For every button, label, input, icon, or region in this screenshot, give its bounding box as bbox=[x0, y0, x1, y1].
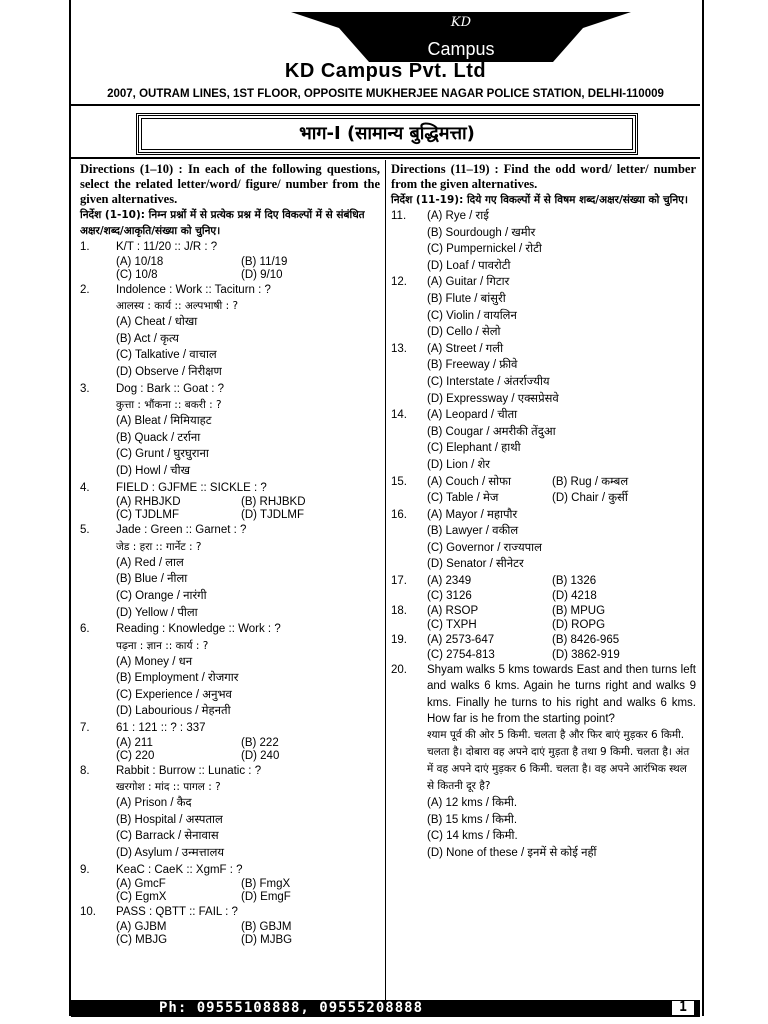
option-a: (A) Money / धन bbox=[116, 655, 193, 668]
option-d: (D) Loaf / पावरोटी bbox=[427, 259, 511, 272]
question-3 bbox=[80, 381, 380, 480]
option-d: (D) 3862-919 bbox=[552, 648, 620, 661]
question-text-hindi: जेड : हरा :: गार्नेट : ? bbox=[116, 540, 202, 553]
option-d: (D) Senator / सीनेटर bbox=[427, 558, 524, 571]
question-number: 6. bbox=[80, 623, 90, 636]
option-c: (C) Table / मेज bbox=[427, 492, 499, 505]
question-number: 18. bbox=[391, 604, 407, 617]
page-number: 1 bbox=[672, 1001, 694, 1015]
question-text-hindi: पढ़ना : ज्ञान :: कार्य : ? bbox=[116, 639, 209, 652]
question-number: 1. bbox=[80, 241, 90, 253]
option-a: (A) 211 bbox=[116, 736, 153, 749]
directions-11-19-hindi: निर्देश (11-19): दिये गए विकल्पों में से विषम शब्द/अक्षर/संख्या को चुनिए। bbox=[391, 194, 688, 206]
option-a: (A) Couch / सोफा bbox=[427, 475, 511, 488]
option-b: (B) 1326 bbox=[552, 575, 597, 588]
option-c: (C) Elephant / हाथी bbox=[427, 442, 521, 455]
option-d: (D) 4218 bbox=[552, 589, 597, 602]
question-text: Reading : Knowledge :: Work : ? bbox=[116, 623, 281, 636]
question-number: 14. bbox=[391, 409, 407, 422]
question-text: K/T : 11/20 :: J/R : ? bbox=[116, 241, 218, 253]
footer-bar bbox=[71, 1000, 700, 1017]
option-b: (B) MPUG bbox=[552, 604, 606, 617]
option-b: (B) Flute / बांसुरी bbox=[427, 292, 506, 305]
option-c: (C) Violin / वायलिन bbox=[427, 309, 517, 322]
option-d: (D) Observe / निरीक्षण bbox=[116, 365, 222, 378]
question-number: 5. bbox=[80, 524, 90, 537]
option-b: (B) 11/19 bbox=[241, 255, 288, 268]
option-c: (C) 14 kms / किमी. bbox=[427, 830, 518, 843]
option-c: (C) Interstate / अंतर्राज्यीय bbox=[427, 375, 550, 388]
option-a: (A) Street / गली bbox=[427, 342, 504, 355]
option-c: (C) 2754-813 bbox=[427, 648, 495, 661]
question-text-hindi: कुत्ता : भौंकना :: बकरी : ? bbox=[116, 399, 222, 412]
campus-logo bbox=[291, 10, 631, 62]
option-c: (C) EgmX bbox=[116, 891, 167, 904]
option-a: (A) RSOP bbox=[427, 604, 479, 617]
option-a: (A) Mayor / महापौर bbox=[427, 508, 518, 521]
option-d: (D) None of these / इनमें से कोई नहीं bbox=[427, 846, 597, 859]
question-9 bbox=[80, 862, 380, 905]
option-a: (A) GJBM bbox=[116, 920, 167, 933]
question-number: 17. bbox=[391, 575, 407, 588]
option-c: (C) Talkative / वाचाल bbox=[116, 349, 217, 362]
question-7 bbox=[80, 720, 380, 763]
question-number: 11. bbox=[391, 210, 407, 222]
option-c: (C) TJDLMF bbox=[116, 509, 180, 522]
option-c: (C) Pumpernickel / रोटी bbox=[427, 243, 542, 256]
option-c: (C) Governor / राज्यपाल bbox=[427, 541, 542, 554]
option-b: (B) Lawyer / वकील bbox=[427, 525, 519, 538]
question-text-hindi: श्याम पूर्व की ओर 5 किमी. चलता है और फिर बाएं मुड़कर 6 किमी. चलता है। दोबारा वह अपने दाएं मुड़ता है तथा 9 किमी. चलता है। अंत में वह अपने दाएं मुड़कर 6 किमी. चलता है। वह अपने आरंभिक स्थल से कितनी दूर है? bbox=[427, 729, 690, 793]
question-number: 4. bbox=[80, 481, 90, 494]
question-10 bbox=[80, 904, 380, 947]
question-1 bbox=[80, 239, 380, 282]
left-column bbox=[80, 162, 380, 947]
right-column bbox=[391, 162, 696, 861]
option-b: (B) Hospital / अस्पताल bbox=[116, 813, 223, 826]
question-number: 3. bbox=[80, 382, 90, 395]
footer-phone: Ph: 09555108888, 09555208888 bbox=[159, 1000, 424, 1016]
question-text: Shyam walks 5 kms towards East and then turns left and walks 6 kms. Again he turns right and walks 9 kms. Finally he turns to his right and walks 6 kms. How far is he from the starting point? bbox=[427, 663, 696, 726]
question-4 bbox=[80, 480, 380, 523]
question-text: Jade : Green :: Garnet : ? bbox=[116, 524, 247, 537]
question-8 bbox=[80, 763, 380, 862]
question-number: 8. bbox=[80, 764, 90, 777]
option-a: (A) 2573-647 bbox=[427, 634, 495, 647]
option-d: (D) Howl / चीख bbox=[116, 464, 190, 477]
option-d: (D) 9/10 bbox=[241, 268, 283, 281]
option-b: (B) 15 kms / किमी. bbox=[427, 813, 518, 826]
directions-1-10-hindi: निर्देश (1-10): निम्न प्रश्नों में से प्रत्येक प्रश्न में दिए विकल्पों में से संबंधित अक्षर/शब्द/आकृति/संख्या को चुनिए। bbox=[80, 209, 365, 237]
question-number: 9. bbox=[80, 863, 90, 876]
option-d: (D) Expressway / एक्सप्रेसवे bbox=[427, 392, 559, 405]
question-17 bbox=[391, 573, 696, 603]
option-c: (C) Experience / अनुभव bbox=[116, 688, 232, 701]
question-number: 19. bbox=[391, 634, 407, 647]
logo-text: Campus bbox=[427, 39, 495, 59]
option-a: (A) Bleat / मिमियाहट bbox=[116, 415, 212, 428]
question-number: 10. bbox=[80, 906, 96, 919]
option-c: (C) 220 bbox=[116, 749, 155, 762]
question-text: 61 : 121 :: ? : 337 bbox=[116, 722, 206, 735]
question-20 bbox=[391, 662, 696, 861]
company-name: KD Campus Pvt. Ltd bbox=[284, 60, 487, 82]
title-rule bbox=[71, 157, 700, 159]
option-d: (D) Lion / शेर bbox=[427, 458, 491, 471]
option-d: (D) ROPG bbox=[552, 619, 606, 632]
option-a: (A) Cheat / धोखा bbox=[116, 316, 198, 329]
option-d: (D) TJDLMF bbox=[241, 509, 305, 522]
question-number: 20. bbox=[391, 663, 407, 676]
question-19 bbox=[391, 632, 696, 662]
question-15 bbox=[391, 474, 696, 507]
option-d: (D) MJBG bbox=[241, 933, 293, 946]
question-text-hindi: खरगोश : मांद :: पागल : ? bbox=[116, 781, 221, 794]
option-c: (C) 10/8 bbox=[116, 268, 158, 281]
question-12 bbox=[391, 274, 696, 340]
option-a: (A) 10/18 bbox=[116, 255, 164, 268]
option-d: (D) Labourious / मेहनती bbox=[116, 705, 231, 718]
question-number: 12. bbox=[391, 276, 407, 289]
question-text-hindi: आलस्य : कार्य :: अल्पभाषी : ? bbox=[116, 300, 239, 313]
question-5 bbox=[80, 522, 380, 621]
question-6 bbox=[80, 621, 380, 720]
option-d: (D) Yellow / पीला bbox=[116, 606, 198, 619]
option-a: (A) Rye / राई bbox=[427, 210, 489, 222]
question-text: Rabbit : Burrow :: Lunatic : ? bbox=[116, 764, 262, 777]
question-16 bbox=[391, 507, 696, 573]
option-c: (C) Grunt / घुरघुराना bbox=[116, 448, 209, 461]
question-11 bbox=[391, 208, 696, 274]
option-b: (B) GBJM bbox=[241, 920, 292, 933]
option-c: (C) Orange / नारंगी bbox=[116, 589, 207, 602]
option-c: (C) MBJG bbox=[116, 933, 168, 946]
option-d: (D) Chair / कुर्सी bbox=[552, 492, 628, 505]
question-number: 2. bbox=[80, 283, 90, 296]
option-a: (A) Guitar / गिटार bbox=[427, 276, 510, 289]
question-2 bbox=[80, 282, 380, 381]
option-b: (B) Sourdough / खमीर bbox=[427, 226, 536, 239]
option-d: (D) Cello / सेलो bbox=[427, 326, 501, 339]
option-b: (B) Quack / टर्राना bbox=[116, 431, 201, 444]
option-c: (C) TXPH bbox=[427, 619, 477, 632]
question-number: 15. bbox=[391, 475, 407, 488]
company-address: 2007, OUTRAM LINES, 1ST FLOOR, OPPOSITE MUKHERJEE NAGAR POLICE STATION, DELHI-110009 bbox=[107, 88, 664, 100]
question-18 bbox=[391, 603, 696, 633]
logo-script: KD bbox=[450, 15, 472, 30]
question-text: Dog : Bark :: Goat : ? bbox=[116, 382, 225, 395]
option-a: (A) 12 kms / किमी. bbox=[427, 797, 518, 810]
option-a: (A) GmcF bbox=[116, 878, 166, 891]
header-rule bbox=[71, 104, 700, 106]
column-divider bbox=[385, 160, 386, 1000]
option-a: (A) 2349 bbox=[427, 575, 472, 588]
option-b: (B) FmgX bbox=[241, 878, 291, 891]
question-text: KeaC : CaeK :: XgmF : ? bbox=[116, 863, 243, 876]
question-text: PASS : QBTT :: FAIL : ? bbox=[116, 906, 238, 919]
option-b: (B) 8426-965 bbox=[552, 634, 620, 647]
option-b: (B) Cougar / अमरीकी तेंदुआ bbox=[427, 425, 556, 438]
option-b: (B) Blue / नीला bbox=[116, 573, 188, 586]
option-b: (B) Freeway / फ्रीवे bbox=[427, 359, 518, 372]
directions-11-19: Directions (11–19) : Find the odd word/ letter/ number from the given alternatives. bbox=[391, 162, 696, 191]
option-b: (B) Rug / कम्बल bbox=[552, 475, 629, 488]
option-a: (A) Prison / कैद bbox=[116, 797, 192, 810]
question-number: 16. bbox=[391, 508, 407, 521]
question-14 bbox=[391, 407, 696, 473]
question-13 bbox=[391, 341, 696, 407]
section-title: भाग-I (सामान्य बुद्धिमत्ता) bbox=[141, 118, 633, 150]
option-b: (B) 222 bbox=[241, 736, 279, 749]
option-d: (D) Asylum / उन्मत्तालय bbox=[116, 847, 225, 860]
option-c: (C) Barrack / सेनावास bbox=[116, 830, 219, 843]
header bbox=[71, 4, 700, 104]
option-d: (D) 240 bbox=[241, 749, 280, 762]
question-text: FIELD : GJFME :: SICKLE : ? bbox=[116, 481, 267, 494]
question-number: 7. bbox=[80, 722, 90, 735]
option-b: (B) Act / कृत्य bbox=[116, 332, 179, 345]
question-number: 13. bbox=[391, 342, 407, 355]
option-b: (B) Employment / रोजगार bbox=[116, 672, 239, 685]
option-a: (A) Leopard / चीता bbox=[427, 409, 518, 422]
option-a: (A) RHBJKD bbox=[116, 496, 181, 509]
question-text: Indolence : Work :: Taciturn : ? bbox=[116, 283, 271, 296]
section-title-box bbox=[136, 113, 638, 155]
directions-1-10: Directions (1–10) : In each of the following questions, select the related letter/word/ figure/ number from the given alternatives. bbox=[80, 162, 380, 206]
option-a: (A) Red / लाल bbox=[116, 556, 184, 569]
option-b: (B) RHJBKD bbox=[241, 496, 306, 509]
option-d: (D) EmgF bbox=[241, 891, 291, 904]
option-c: (C) 3126 bbox=[427, 589, 472, 602]
